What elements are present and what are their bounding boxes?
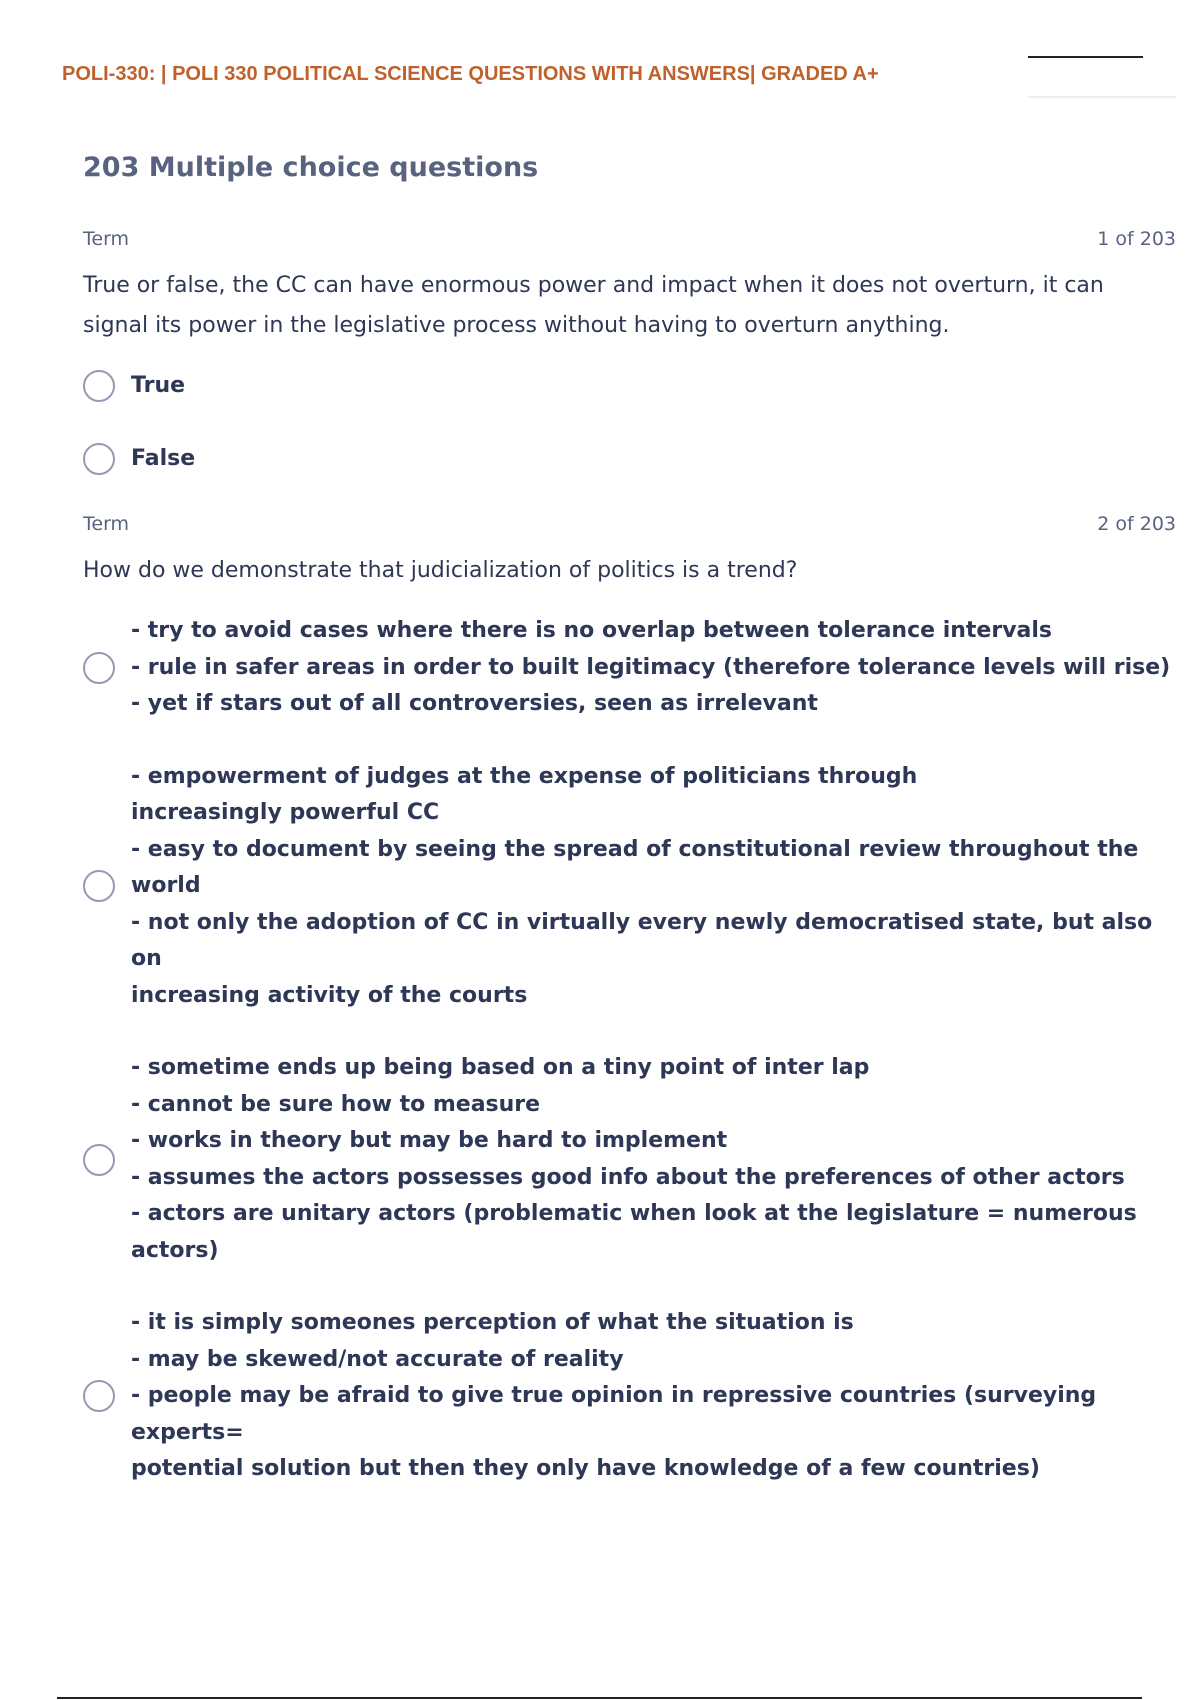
radio-button[interactable] (83, 370, 115, 402)
answer-option-label: - it is simply someones perception of what the situation is - may be skewed/not accurate of reality - people may be afraid to give true opinion in repressive countries (surveying experts= potential solution but then they only have knowledge of a few countries) (131, 1310, 1097, 1481)
answer-option-true[interactable] (83, 368, 1176, 405)
header-divider-top (1028, 56, 1143, 58)
question-card-1 (83, 228, 1176, 477)
document-header-title: POLI-330: | POLI 330 POLITICAL SCIENCE QUESTIONS WITH ANSWERS| GRADED A+ (62, 63, 879, 85)
answer-option[interactable] (83, 1305, 1176, 1488)
radio-button[interactable] (83, 870, 115, 902)
radio-button[interactable] (83, 652, 115, 684)
answer-option[interactable] (83, 1050, 1176, 1269)
answer-option-label: - try to avoid cases where there is no overlap between tolerance intervals - rule in safer areas in order to built legitimacy (therefore tolerance levels will rise) - yet if stars out of all controversies, seen as irrelevant (131, 618, 1171, 716)
answer-option-label: - empowerment of judges at the expense of politicians through increasingly powerful CC - easy to document by seeing the spread of constitutional review throughout the world - not only the adoption of CC in virtually every newly democratised state, but also on increasing activity of the courts (131, 763, 1153, 1008)
question-text: How do we demonstrate that judicialization of politics is a trend? (83, 558, 798, 583)
answer-option[interactable] (83, 613, 1176, 723)
question-text: True or false, the CC can have enormous power and impact when it does not overturn, it can signal its power in the legislative process without having to overturn anything. (83, 273, 1104, 338)
answer-option-label: - sometime ends up being based on a tiny point of inter lap - cannot be sure how to measure - works in theory but may be hard to implement - assumes the actors possesses good info about the preferences of other actors - actors are unitary actors (problematic when look at the legislature = numerous actors) (131, 1055, 1137, 1263)
answer-options (83, 613, 1176, 1488)
term-label: Term (83, 228, 130, 250)
term-label: Term (83, 513, 130, 535)
question-card-2 (83, 513, 1176, 1524)
answer-option[interactable] (83, 759, 1176, 1015)
answer-options (83, 368, 1176, 477)
quiz-title: 203 Multiple choice questions (83, 152, 539, 183)
radio-button[interactable] (83, 443, 115, 475)
radio-button[interactable] (83, 1144, 115, 1176)
question-counter: 2 of 203 (1097, 513, 1176, 535)
answer-option-label: True (131, 373, 186, 398)
footer-divider (57, 1697, 1142, 1699)
question-counter: 1 of 203 (1097, 228, 1176, 250)
header-divider-bottom (1028, 96, 1176, 98)
answer-option-false[interactable] (83, 441, 1176, 478)
radio-button[interactable] (83, 1380, 115, 1412)
answer-option-label: False (131, 445, 196, 471)
